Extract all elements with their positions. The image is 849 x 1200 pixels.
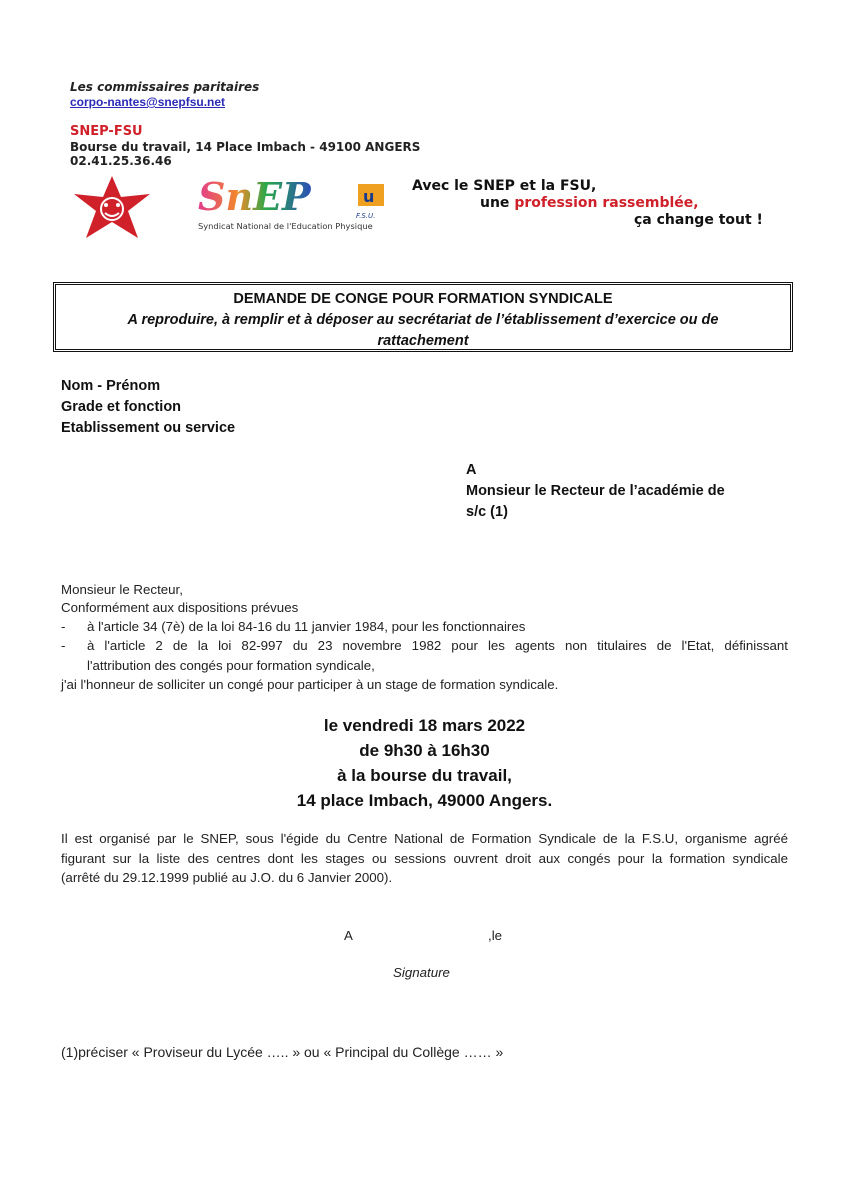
svg-text:u: u — [363, 187, 375, 206]
field-name-label: Nom - Prénom — [61, 378, 161, 394]
signature-place-a: A — [344, 928, 353, 943]
organizer-line1: Il est organisé par le SNEP, sous l'égide du Centre National de Formation Syndicale de la F.S.U, organisme agréé — [61, 831, 788, 846]
form-subtitle-line1: A reproduire, à remplir et à déposer au secrétariat de l’établissement d’exercice ou de — [127, 312, 719, 328]
signature-label: Signature — [393, 965, 450, 980]
signature-place-le: ,le — [488, 928, 503, 943]
recipient-line1: Monsieur le Recteur de l’académie de — [466, 483, 725, 499]
request-text: j'ai l'honneur de solliciter un congé pour participer à un stage de formation syndicale. — [61, 677, 559, 692]
slogan-line2: une profession rassemblée, — [480, 195, 699, 211]
salutation: Monsieur le Recteur, — [61, 582, 183, 597]
form-subtitle-line2: rattachement — [377, 333, 469, 349]
event-address: 14 place Imbach, 49000 Angers. — [296, 791, 553, 810]
field-establishment-label: Etablissement ou service — [61, 420, 236, 436]
slogan-line2-red: profession rassemblée, — [514, 195, 699, 211]
recipient-a: A — [466, 462, 477, 478]
footnote: (1)préciser « Proviseur du Lycée ….. » ou « Principal du Collège …… » — [61, 1044, 504, 1060]
event-date: le vendredi 18 mars 2022 — [323, 716, 526, 735]
snep-logo-text: SnEP — [198, 174, 311, 219]
commissaires-title: Les commissaires paritaires — [70, 80, 260, 94]
organizer-paragraph — [61, 829, 788, 888]
event-time: de 9h30 à 16h30 — [359, 741, 490, 760]
fsu-star-logo — [70, 174, 154, 240]
organizer-line3: (arrêté du 29.12.1999 publié au J.O. du 6 Janvier 2000). — [61, 870, 393, 885]
intro: Conformément aux dispositions prévues — [61, 600, 299, 615]
email-link[interactable]: corpo-nantes@snepfsu.net — [70, 95, 226, 109]
org-name: SNEP-FSU — [70, 124, 143, 139]
field-grade-label: Grade et fonction — [61, 399, 182, 415]
bullet-2: - à l'article 2 de la loi 82-997 du 23 novembre 1982 pour les agents non titulaires de l'Etat, définissant l'attribution des congés pour formation syndicale, — [61, 636, 788, 675]
snep-logo-subtitle: Syndicat National de l'Education Physique — [198, 221, 373, 231]
bullet-1-text: à l'article 34 (7è) de la loi 84-16 du 11 janvier 1984, pour les fonctionnaires — [87, 619, 526, 634]
snep-logo — [196, 174, 406, 234]
bullet-1: - à l'article 34 (7è) de la loi 84-16 du 11 janvier 1984, pour les fonctionnaires — [61, 619, 526, 634]
bullet-2-line1: à l'article 2 de la loi 82-997 du 23 novembre 1982 pour les agents non titulaires de l'Etat, définissant — [87, 638, 788, 653]
org-phone: 02.41.25.36.46 — [70, 154, 172, 168]
event-place: à la bourse du travail, — [337, 766, 512, 785]
snep-logo-fsu: F.S.U. — [356, 212, 376, 220]
title-box — [53, 282, 793, 352]
organizer-line2: figurant sur la liste des centres dont les stages ou sessions ouvrent droit aux congés pour la formation syndicale — [61, 850, 788, 866]
recipient-line2: s/c (1) — [466, 504, 508, 520]
bullet-2-line2: l'attribution des congés pour formation syndicale, — [87, 657, 375, 673]
slogan-line3: ça change tout ! — [634, 212, 763, 228]
slogan-line1: Avec le SNEP et la FSU, — [412, 178, 597, 194]
org-address: Bourse du travail, 14 Place Imbach - 49100 ANGERS — [70, 140, 421, 154]
form-title: DEMANDE DE CONGE POUR FORMATION SYNDICALE — [233, 291, 613, 307]
